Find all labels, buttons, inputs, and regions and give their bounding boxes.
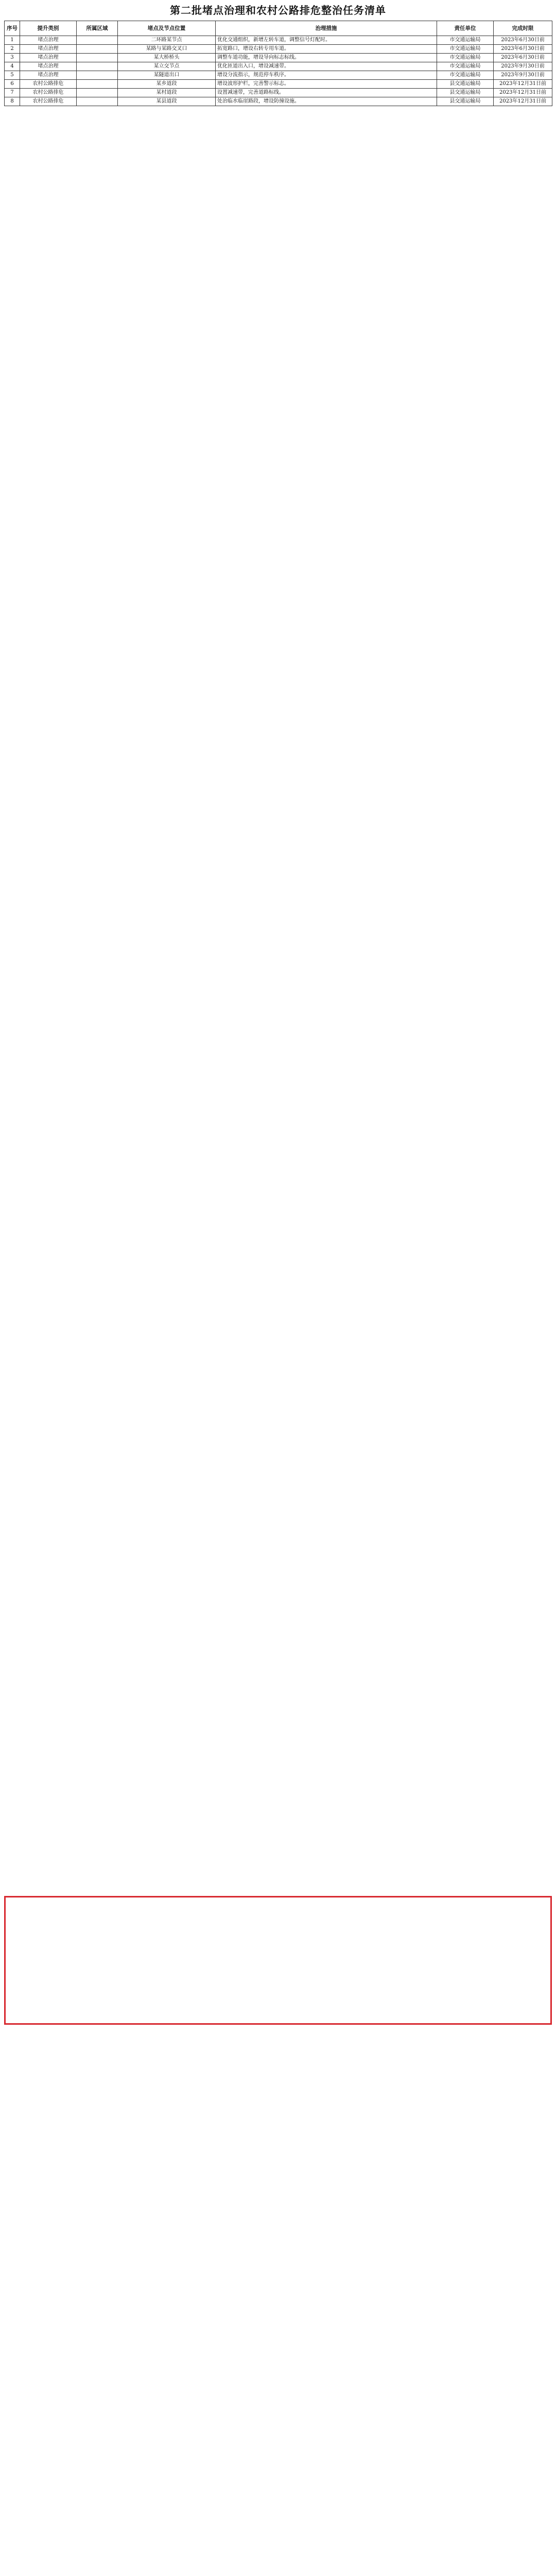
table-cell: 2023年6月30日前 [494, 45, 552, 54]
table-cell: 2023年12月31日前 [494, 80, 552, 89]
table-header-row [5, 21, 552, 36]
table-cell: 农村公路排危 [20, 80, 77, 89]
table-cell: 某县道段 [118, 97, 216, 106]
table-cell: 二环路某节点 [118, 36, 216, 45]
table-cell: 市交通运输局 [437, 71, 494, 80]
table-cell: 优化交通组织，新增左转车道，调整信号灯配时。 [216, 36, 437, 45]
table-cell: 农村公路排危 [20, 89, 77, 97]
document-page [4, 0, 552, 106]
table-cell [77, 80, 118, 89]
table-cell: 某路与某路交叉口 [118, 45, 216, 54]
table-row [5, 89, 552, 97]
header-category: 提升类别 [20, 21, 77, 36]
table-cell: 市交通运输局 [437, 36, 494, 45]
table-row [5, 54, 552, 62]
table-cell: 2023年9月30日前 [494, 71, 552, 80]
table-row [5, 97, 552, 106]
table-cell: 某隧道出口 [118, 71, 216, 80]
table-cell: 堵点治理 [20, 36, 77, 45]
table-row [5, 80, 552, 89]
table-cell [77, 45, 118, 54]
header-measures: 治理措施 [216, 21, 437, 36]
table-cell: 2023年6月30日前 [494, 36, 552, 45]
table-cell: 某村道段 [118, 89, 216, 97]
header-department: 责任单位 [437, 21, 494, 36]
table-cell: 6 [5, 80, 20, 89]
table-cell: 县交通运输局 [437, 80, 494, 89]
table-cell: 县交通运输局 [437, 89, 494, 97]
header-location: 堵点及节点位置 [118, 21, 216, 36]
table-cell: 2023年6月30日前 [494, 54, 552, 62]
table-cell: 增设波形护栏，完善警示标志。 [216, 80, 437, 89]
table-cell: 堵点治理 [20, 62, 77, 71]
table-cell [77, 62, 118, 71]
table-cell: 堵点治理 [20, 71, 77, 80]
table-cell: 3 [5, 54, 20, 62]
table-cell [77, 71, 118, 80]
table-cell: 农村公路排危 [20, 97, 77, 106]
table-cell: 设置减速带，完善道路标线。 [216, 89, 437, 97]
header-deadline: 完成时限 [494, 21, 552, 36]
table-cell [77, 97, 118, 106]
table-cell: 堵点治理 [20, 54, 77, 62]
table-cell [77, 89, 118, 97]
table-cell [77, 54, 118, 62]
table-row [5, 45, 552, 54]
table-row [5, 36, 552, 45]
table-cell: 市交通运输局 [437, 54, 494, 62]
table-cell: 处治临水临崖路段，增设防撞设施。 [216, 97, 437, 106]
table-cell: 县交通运输局 [437, 97, 494, 106]
table-cell: 2023年12月31日前 [494, 89, 552, 97]
header-region: 所属区域 [77, 21, 118, 36]
red-highlight-box [4, 1896, 552, 2025]
table-cell: 优化匝道出入口，增设减速带。 [216, 62, 437, 71]
header-index: 序号 [5, 21, 20, 36]
table-row [5, 62, 552, 71]
table-cell: 2023年12月31日前 [494, 97, 552, 106]
table-cell: 1 [5, 36, 20, 45]
table-cell: 5 [5, 71, 20, 80]
table-cell: 某大桥桥头 [118, 54, 216, 62]
table-cell: 7 [5, 89, 20, 97]
table-cell: 市交通运输局 [437, 45, 494, 54]
table-cell: 4 [5, 62, 20, 71]
table-cell: 2023年9月30日前 [494, 62, 552, 71]
table-cell: 2 [5, 45, 20, 54]
document-title: 第二批堵点治理和农村公路排危整治任务清单 [170, 4, 386, 16]
table-body [5, 36, 552, 106]
table-row [5, 71, 552, 80]
table-cell: 调整车道功能，增设导向标志标线。 [216, 54, 437, 62]
table-cell: 堵点治理 [20, 45, 77, 54]
table-cell: 某立交节点 [118, 62, 216, 71]
table-cell: 增设分流指示，规范停车秩序。 [216, 71, 437, 80]
table-cell: 8 [5, 97, 20, 106]
table-cell: 某乡道段 [118, 80, 216, 89]
table-cell: 市交通运输局 [437, 62, 494, 71]
table-cell: 拓宽路口，增设右转专用车道。 [216, 45, 437, 54]
table-cell [77, 36, 118, 45]
task-table [4, 21, 552, 106]
